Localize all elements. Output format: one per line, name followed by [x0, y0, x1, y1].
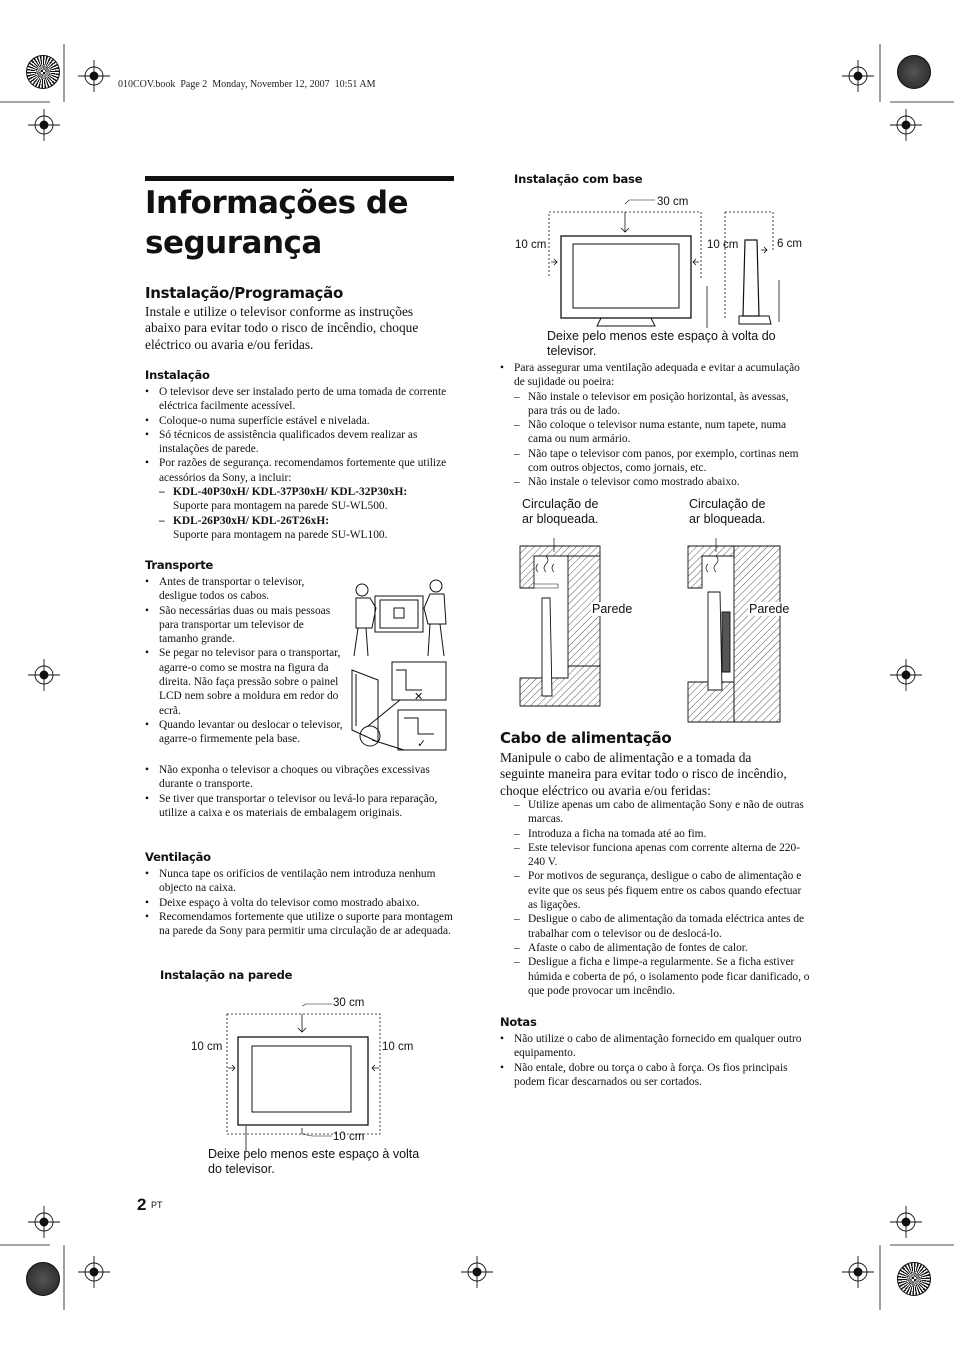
- stand-install-heading: Instalação com base: [514, 172, 643, 186]
- list-item: • São necessárias duas ou mais pessoas para transportar um televisor de tamanho grande.: [145, 604, 345, 647]
- list-item: • Se pegar no televisor para o transportar, agarre-o como se mostra na figura da direita. Não faça pressão sobre o painel LCD nem sobre a moldura em redor do ecrã.: [145, 646, 345, 717]
- transporte-list-continued: [145, 763, 457, 820]
- list-item: • Nunca tape os orifícios de ventilação nem introduza nenhum objecto na caixa.: [145, 867, 457, 896]
- intro-line: seguinte maneira para evitar todo o risco de incêndio,: [500, 766, 787, 782]
- carry-tv-illustration: [350, 578, 450, 658]
- list-item: • Só técnicos de assistência qualificados devem realizar as instalações de parede.: [145, 428, 457, 457]
- list-item: – KDL-40P30xH/ KDL-37P30xH/ KDL-32P30xH:: [159, 486, 408, 499]
- ventilation-more-list: [500, 361, 810, 490]
- list-item: • Não utilize o cabo de alimentação fornecido em qualquer outro equipamento.: [500, 1032, 812, 1061]
- page-title-line2: segurança: [145, 225, 322, 261]
- list-item: • Recomendamos fortemente que utilize o suporte para montagem na parede da Sony para permitir uma circulação de ar adequada.: [145, 910, 457, 939]
- stand-clearance-diagram: [547, 210, 817, 330]
- list-item: – Introduza a ficha na tomada até ao fim.: [500, 827, 812, 841]
- list-item: • Quando levantar ou deslocar o televisor, agarre-o firmemente pela base.: [145, 718, 345, 747]
- intro-line: Manipule o cabo de alimentação e a tomada da: [500, 750, 752, 765]
- list-item: • Por razões de segurança. recomendamos fortemente que utilize acessórios da Sony, a incluir:: [145, 456, 457, 485]
- list-item: – Desligue o cabo de alimentação da tomada eléctrica antes de trabalhar com o televisor ou de deslocá-lo.: [500, 912, 812, 941]
- list-item: • Antes de transportar o televisor, desligue todos os cabos.: [145, 575, 345, 604]
- transporte-list: [145, 575, 345, 747]
- cross-icon: ✕: [414, 690, 424, 703]
- subheading-ventilacao: Ventilação: [145, 850, 211, 864]
- wall-label-left: Parede: [592, 602, 633, 616]
- page-title: [145, 183, 408, 263]
- list-item: • Coloque-o numa superfície estável e nivelada.: [145, 414, 457, 428]
- install-prog-intro: [145, 304, 455, 353]
- list-item: Suporte para montagem na parede SU-WL500.: [173, 500, 388, 513]
- caption-line: Circulação de: [522, 497, 599, 511]
- wall-label-right: Parede: [749, 602, 790, 616]
- list-item: • Para assegurar uma ventilação adequada e evitar a acumulação de sujidade ou poeira:: [500, 361, 810, 390]
- stand-right-clearance: 10 cm: [707, 239, 739, 251]
- stand-top-clearance: 30 cm: [657, 196, 689, 208]
- intro-line: Instale e utilize o televisor conforme as instruções: [145, 304, 414, 319]
- print-header: 010COV.book Page 2 Monday, November 12, 2007 10:51 AM: [118, 79, 376, 90]
- notas-list: [500, 1032, 812, 1089]
- wall-left-clearance: 10 cm: [191, 1041, 223, 1053]
- blocked-left-caption: [522, 497, 598, 527]
- list-item: • Não exponha o televisor a choques ou vibrações excessivas durante o transporte.: [145, 763, 457, 792]
- subheading-instalacao: Instalação: [145, 368, 210, 382]
- title-rule: [145, 176, 454, 181]
- list-item: – Não instale o televisor em posição horizontal, às avessas, para trás ou de lado.: [500, 390, 810, 419]
- wall-diagram-caption: [208, 1147, 458, 1177]
- instalacao-list: [145, 385, 457, 542]
- blocked-right-caption: [689, 497, 765, 527]
- blocked-circulation-diagram: [520, 532, 790, 722]
- caption-line: televisor.: [547, 344, 597, 358]
- list-item: – Desligue a ficha e limpe-a regularmente. Se a ficha estiver húmida e coberta de pó, o isolamento pode ficar danificado, o que pode provocar um incêndio.: [500, 955, 812, 998]
- caption-line: Circulação de: [689, 497, 766, 511]
- intro-line: abaixo para evitar todo o risco de incêndio, choque: [145, 320, 419, 336]
- list-item: – KDL-26P30xH/ KDL-26T26xH:: [159, 514, 329, 527]
- stand-diagram-caption: [547, 329, 827, 359]
- caption-line: Deixe pelo menos este espaço à volta: [208, 1147, 420, 1161]
- list-item: – Utilize apenas um cabo de alimentação Sony e não de outras marcas.: [500, 798, 812, 827]
- subheading-transporte: Transporte: [145, 558, 214, 572]
- caption-line: ar bloqueada.: [522, 512, 599, 526]
- wall-bottom-clearance: 10 cm: [333, 1131, 365, 1143]
- page-title-line1: Informações de: [145, 185, 409, 221]
- wall-right-clearance: 10 cm: [382, 1041, 414, 1053]
- list-item: – Por motivos de segurança, desligue o cabo de alimentação e evite que os seus pés fiquem entre os cabos quando efectuar as ligações.: [500, 869, 812, 912]
- list-item: – Afaste o cabo de alimentação de fontes de calor.: [500, 941, 812, 955]
- caption-line: do televisor.: [208, 1162, 275, 1176]
- list-item: • Não entale, dobre ou torça o cabo à força. Os fios principais podem ficar descarnados ou ser cortados.: [500, 1061, 812, 1090]
- subheading-notas: Notas: [500, 1015, 537, 1029]
- list-item: – Não instale o televisor como mostrado abaixo.: [500, 475, 810, 489]
- list-item: – Não coloque o televisor numa estante, num tapete, numa cama ou num armário.: [500, 418, 810, 447]
- section-heading-install-prog: Instalação/Programação: [145, 284, 343, 302]
- list-item: – Este televisor funciona apenas com corrente alterna de 220-240 V.: [500, 841, 812, 870]
- stand-side-clearance: 6 cm: [777, 238, 802, 250]
- caption-line: Deixe pelo menos este espaço à volta do: [547, 329, 776, 343]
- list-item: • Se tiver que transportar o televisor ou levá-lo para reparação, utilize a caixa e os materiais de embalagem originais.: [145, 792, 457, 821]
- page-number: 2: [137, 1195, 147, 1214]
- list-item: Suporte para montagem na parede SU-WL100.: [173, 528, 388, 541]
- check-icon: ✓: [417, 737, 427, 750]
- list-item: – Não tape o televisor com panos, por exemplo, cortinas nem com outros objectos, como jornais, etc.: [500, 447, 810, 476]
- ventilacao-list: [145, 867, 457, 938]
- wall-install-heading: Instalação na parede: [160, 968, 293, 982]
- language-code: PT: [151, 1200, 163, 1210]
- cabo-intro: [500, 750, 812, 799]
- list-item: • O televisor deve ser instalado perto de uma tomada de corrente eléctrica facilmente acessível.: [145, 385, 457, 414]
- cabo-list: [500, 798, 812, 998]
- hold-tv-illustration: [348, 660, 450, 752]
- caption-line: ar bloqueada.: [689, 512, 766, 526]
- wall-clearance-diagram: [226, 1012, 386, 1142]
- wall-top-clearance: 30 cm: [333, 997, 365, 1009]
- intro-line: choque eléctrico ou avaria e/ou feridas:: [500, 782, 711, 798]
- intro-line: eléctrico ou avaria e/ou feridas.: [145, 336, 314, 352]
- list-item: • Deixe espaço à volta do televisor como mostrado abaixo.: [145, 896, 457, 910]
- stand-left-clearance: 10 cm: [515, 239, 547, 251]
- section-heading-cabo: Cabo de alimentação: [500, 729, 672, 747]
